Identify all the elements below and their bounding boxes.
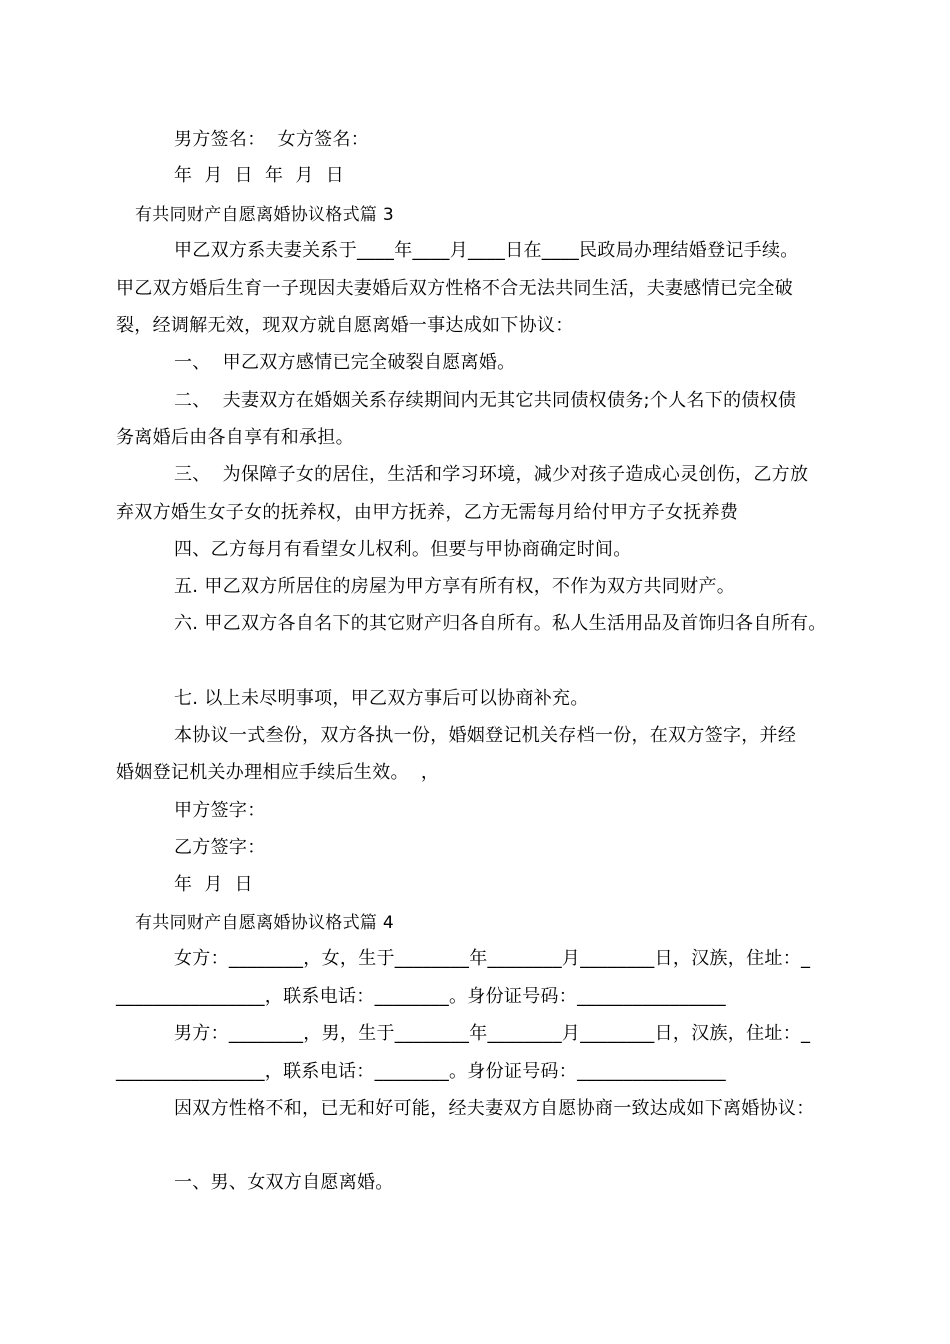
clause-line: 四、乙方每月有看望女儿权利。但要与甲协商确定时间。 (174, 539, 632, 560)
clause-line: 七. 以上未尽明事项，甲乙双方事后可以协商补充。 (174, 688, 589, 709)
section-heading: 有共同财产自愿离婚协议格式篇 4 (135, 913, 395, 933)
clause-line: 务离婚后由各自享有和承担。 (116, 427, 354, 448)
clause-line: 一、男、女双方自愿离婚。 (174, 1172, 394, 1193)
paragraph-line: 甲乙双方系夫妻关系于____年____月____日在____民政局办理结婚登记手续。 (174, 240, 799, 261)
male-party-line: ________________，联系电话：________。身份证号码：________________ (116, 1061, 726, 1082)
section-heading: 有共同财产自愿离婚协议格式篇 3 (135, 205, 395, 225)
paragraph-line: 本协议一式叁份，双方各执一份，婚姻登记机关存档一份，在双方签字，并经 (174, 725, 797, 746)
signature-line: 男方签名： 女方签名： (174, 129, 370, 150)
clause-line: 弃双方婚生女子女的抚养权，由甲方抚养，乙方无需每月给付甲方子女抚养费 (116, 502, 739, 523)
date-line: 年 月 日 年 月 日 (174, 165, 345, 186)
female-party-line: 女方：________，女，生于________年________月________日，汉族，住址：_ (174, 948, 811, 969)
paragraph-line: 因双方性格不和，已无和好可能，经夫妻双方自愿协商一致达成如下离婚协议： (174, 1098, 815, 1119)
paragraph-line: 婚姻登记机关办理相应手续后生效。 ， (116, 762, 440, 783)
female-party-line: ________________，联系电话：________。身份证号码：________________ (116, 986, 726, 1007)
clause-line: 三、 为保障子女的居住，生活和学习环境，减少对孩子造成心灵创伤，乙方放 (174, 464, 809, 485)
date-line: 年 月 日 (174, 874, 253, 895)
clause-line: 六. 甲乙双方各自名下的其它财产归各自所有。私人生活用品及首饰归各自所有。 (174, 613, 827, 634)
male-party-line: 男方：________，男，生于________年________月________日，汉族，住址：_ (174, 1023, 811, 1044)
clause-line: 一、 甲乙双方感情已完全破裂自愿离婚。 (174, 352, 516, 373)
party-b-signature: 乙方签字： (174, 837, 266, 858)
party-a-signature: 甲方签字： (174, 800, 266, 821)
clause-line: 二、 夫妻双方在婚姻关系存续期间内无其它共同债权债务;个人名下的债权债 (174, 390, 797, 411)
paragraph-line: 甲乙双方婚后生育一子现因夫妻婚后双方性格不合无法共同生活，夫妻感情已完全破 (116, 278, 794, 299)
clause-line: 五. 甲乙双方所居住的房屋为甲方享有所有权，不作为双方共同财产。 (174, 576, 736, 597)
paragraph-line: 裂，经调解无效，现双方就自愿离婚一事达成如下协议： (116, 315, 574, 336)
